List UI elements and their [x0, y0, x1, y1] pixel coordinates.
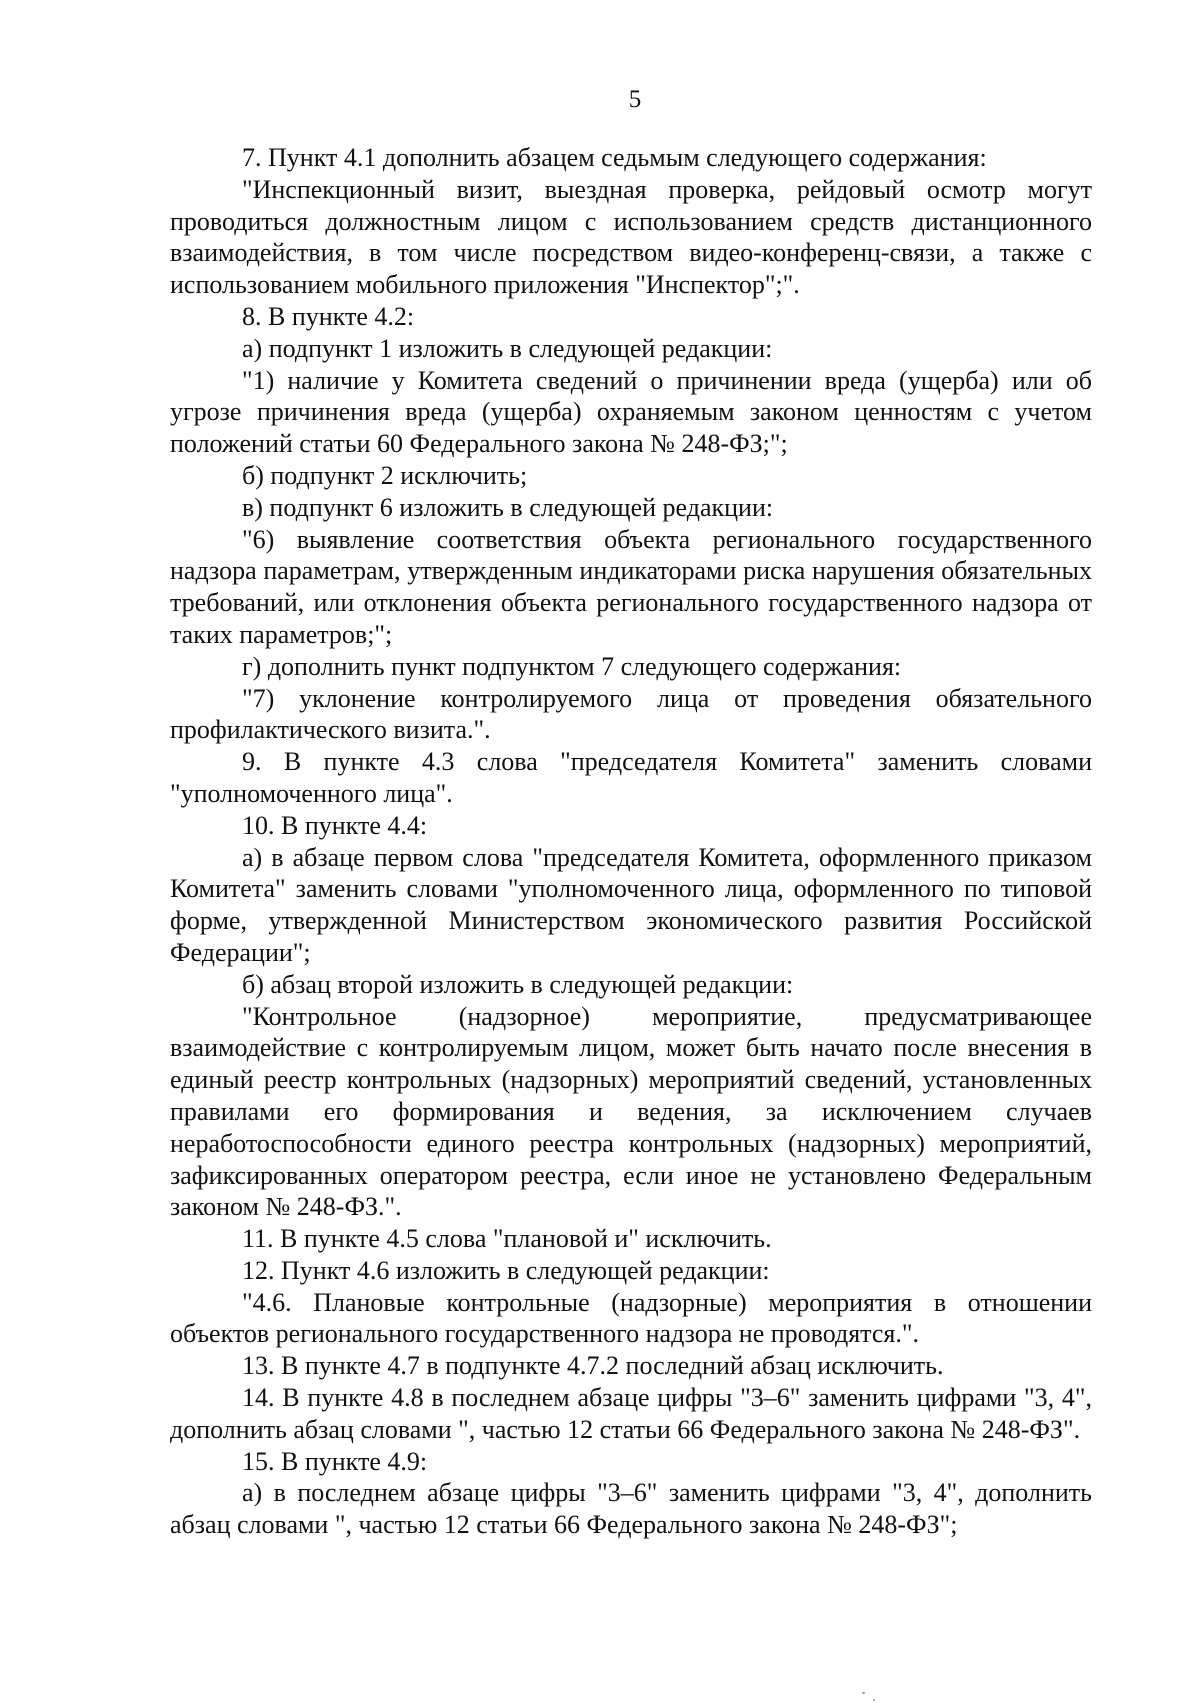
paragraph-item-8g: г) дополнить пункт подпунктом 7 следующего содержания:	[242, 651, 902, 681]
scan-speck	[862, 1692, 865, 1694]
paragraph-inspection-visit-quote: "Инспекционный визит, выездная проверка, рейдовый осмотр могут проводиться должностным лицом с использованием средств дистанционного взаимодействия, в том числе посредством видео-конференц-связи, а также с использованием мобильного приложения "Инспектор";".	[170, 174, 1092, 300]
paragraph-item-10b: б) абзац второй изложить в следующей редакции:	[242, 969, 794, 999]
paragraph-item-7: 7. Пункт 4.1 дополнить абзацем седьмым следующего содержания:	[242, 143, 987, 172]
paragraph-item-8v: в) подпункт 6 изложить в следующей редакции:	[242, 492, 774, 522]
paragraph-item-8b: б) подпункт 2 исключить;	[242, 460, 528, 490]
paragraph-item-13: 13. В пункте 4.7 в подпункте 4.7.2 последний абзац исключить.	[242, 1351, 944, 1381]
paragraph-item-12-quote: "4.6. Плановые контрольные (надзорные) мероприятия в отношении объектов регионального государственного надзора не проводятся.".	[170, 1287, 1092, 1349]
paragraph-item-14: 14. В пункте 4.8 в последнем абзаце цифры "3–6" заменить цифрами "3, 4", дополнить абзац словами ", частью 12 статьи 66 Федерального закона № 248-ФЗ".	[170, 1383, 1092, 1444]
paragraph-item-9: 9. В пункте 4.3 слова "председателя Комитета" заменить словами "уполномоченного лица".	[170, 747, 1092, 808]
paragraph-item-8g-quote: "7) уклонение контролируемого лица от проведения обязательного профилактического визита.".	[170, 683, 1092, 745]
paragraph-item-10b-quote: "Контрольное (надзорное) мероприятие, предусматривающее взаимодействие с контролируемым лицом, может быть начато после внесения в единый реестр контрольных (надзорных) мероприятий сведений, установленных правилами его формирования и ведения, за исключением случаев неработоспособности единого реестра контрольных (надзорных) мероприятий, зафиксированных оператором реестра, если иное не установлено Федеральным законом № 248-ФЗ.".	[170, 1001, 1092, 1222]
paragraph-item-8a: а) подпункт 1 изложить в следующей редакции:	[242, 333, 773, 363]
paragraph-item-8v-quote: "6) выявление соответствия объекта регионального государственного надзора параметрам, утвержденным индикаторами риска нарушения обязательных требований, или отклонения объекта регионального государственного надзора от таких параметров;";	[170, 524, 1092, 649]
paragraph-item-12: 12. Пункт 4.6 изложить в следующей редакции:	[242, 1255, 770, 1285]
paragraph-item-10a: а) в абзаце первом слова "председателя Комитета, оформленного приказом Комитета" заменить словами "уполномоченного лица, оформленного по типовой форме, утвержденной Министерством экономического развития Российской Федерации";	[170, 842, 1092, 967]
paragraph-item-8: 8. В пункте 4.2:	[242, 301, 415, 331]
scan-speck	[873, 1699, 875, 1701]
paragraph-item-8a-quote: "1) наличие у Комитета сведений о причинении вреда (ущерба) или об угрозе причинения вреда (ущерба) охраняемым законом ценностям с учетом положений статьи 60 Федерального закона № 248-ФЗ;";	[170, 365, 1092, 459]
paragraph-item-15a: а) в последнем абзаце цифры "3–6" заменить цифрами "3, 4", дополнить абзац словами ", частью 12 статьи 66 Федерального закона № 248-ФЗ";	[170, 1478, 1092, 1540]
paragraph-item-15: 15. В пункте 4.9:	[242, 1446, 428, 1476]
paragraph-item-11: 11. В пункте 4.5 слова "плановой и" исключить.	[242, 1224, 772, 1254]
page-number: 5	[628, 86, 642, 113]
paragraph-item-10: 10. В пункте 4.4:	[242, 810, 428, 840]
document-body	[170, 142, 1092, 1541]
